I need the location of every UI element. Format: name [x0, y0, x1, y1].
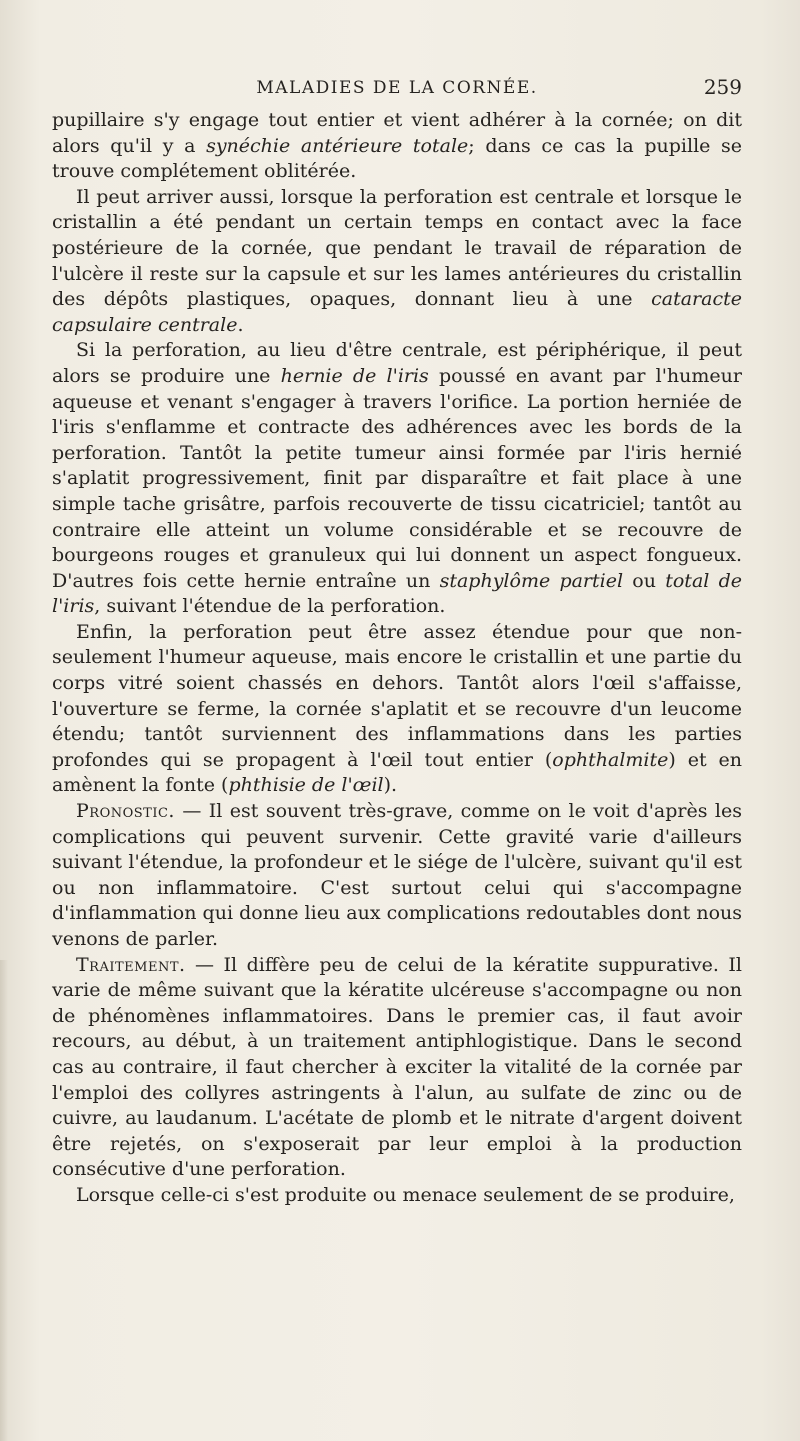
text-run: ; dans ce cas la pupille se trouve complétement oblitérée. [52, 134, 743, 183]
italic-term: phthisie de l'œil [228, 774, 384, 797]
text-run: . [237, 313, 244, 336]
paragraph-pronostic [52, 799, 742, 953]
text-run: Si la perforation, au lieu d'être centrale, est périphérique, il peut alors se produire une [52, 339, 742, 387]
text-run: Il peut arriver aussi, lorsque la perforation est centrale et lorsque le cristallin a été pendant un certain temps en contact avec la face postérieure de la cornée, que pendant le travail de réparation de l'ulcère il reste sur la capsule et sur les lames antérieures du cristallin des dépôts plastiques, opaques, donnant lieu à une [52, 185, 742, 311]
body-text [52, 108, 742, 1209]
text-run: ou [623, 569, 666, 592]
paragraph-traitement [52, 953, 742, 1183]
paragraph-perforation-etendue [52, 620, 742, 799]
section-heading-traitement: Traitement. [76, 953, 186, 976]
text-run: ) et en amènent la fonte ( [52, 748, 742, 797]
paragraph-continuation [52, 1183, 742, 1209]
paragraph-hernie-iris [52, 338, 742, 620]
italic-term: synéchie antérieure totale [206, 134, 469, 157]
section-heading-pronostic: Pronostic. [76, 800, 175, 823]
text-run: , suivant l'étendue de la perforation. [94, 595, 446, 618]
page-edge-shadow [0, 960, 8, 1441]
text-run: — Il diffère peu de celui de la kératite suppurative. Il varie de même suivant que la kératite ulcéreuse s'accompagne ou non de phénomènes inflammatoires. Dans le premier cas, il faut avoir recours, au début, à un traitement antiphlogistique. Dans le second cas au contraire, il faut chercher à exciter la vitalité de la cornée par l'emploi des collyres astringents à l'alun, au sulfate de zinc ou de cuivre, au laudanum. L'acétate de plomb et le nitrate d'argent doivent être rejetés, on s'exposerait par leur emploi à la production consécutive d'une perforation. [52, 953, 742, 1181]
italic-term: staphylôme partiel [439, 569, 624, 592]
text-run: Lorsque celle-ci s'est produite ou menace seulement de se produire, [76, 1183, 735, 1206]
italic-term: hernie de l'iris [280, 364, 429, 387]
text-run: pupillaire s'y engage tout entier et vient adhérer à la cornée; on dit alors qu'il y a [52, 109, 742, 157]
text-run: — Il est souvent très-grave, comme on le voit d'après les complications qui peuvent survenir. Cette gravité varie d'ailleurs suivant l'étendue, la profondeur et le siége de l'ulcère, suivant qu'il est ou non inflammatoire. C'est surtout celui qui s'accompagne d'inflammation qui donne lieu aux complications redoutables dont nous venons de parler. [52, 800, 742, 950]
paragraph-cataracte [52, 185, 742, 339]
text-run: Enfin, la perforation peut être assez étendue pour que non-seulement l'humeur aqueuse, mais encore le cristallin et une partie du corps vitré soient chassés en dehors. Tantôt alors l'œil s'affaisse, l'ouverture se ferme, la cornée s'aplatit et se recouvre d'un leucome étendu; tantôt surviennent des inflammations dans les parties profondes qui se propagent à l'œil tout entier ( [52, 620, 742, 771]
page-header [52, 70, 742, 104]
running-head: MALADIES DE LA CORNÉE. [256, 78, 538, 98]
italic-term: cataracte capsulaire centrale [52, 288, 742, 336]
italic-term: total de l'iris [52, 569, 742, 618]
text-run: poussé en avant par l'humeur aqueuse et venant s'engager à travers l'orifice. La portion herniée de l'iris s'enflamme et contracte des adhérences avec les bords de la perforation. Tantôt la petite tumeur ainsi formée par l'iris hernié s'aplatit progressivement, finit par disparaître et fait place à une simple tache grisâtre, parfois recouverte de tissu cicatriciel; tantôt au contraire elle atteint un volume considérable et se recouvre de bourgeons rouges et granuleux qui lui donnent un aspect fongueux. D'autres fois cette hernie entraîne un [52, 364, 742, 592]
page-number: 259 [703, 75, 742, 99]
italic-term: ophthalmite [552, 748, 669, 771]
paragraph-synechie [52, 108, 742, 185]
text-run: ). [383, 774, 398, 797]
